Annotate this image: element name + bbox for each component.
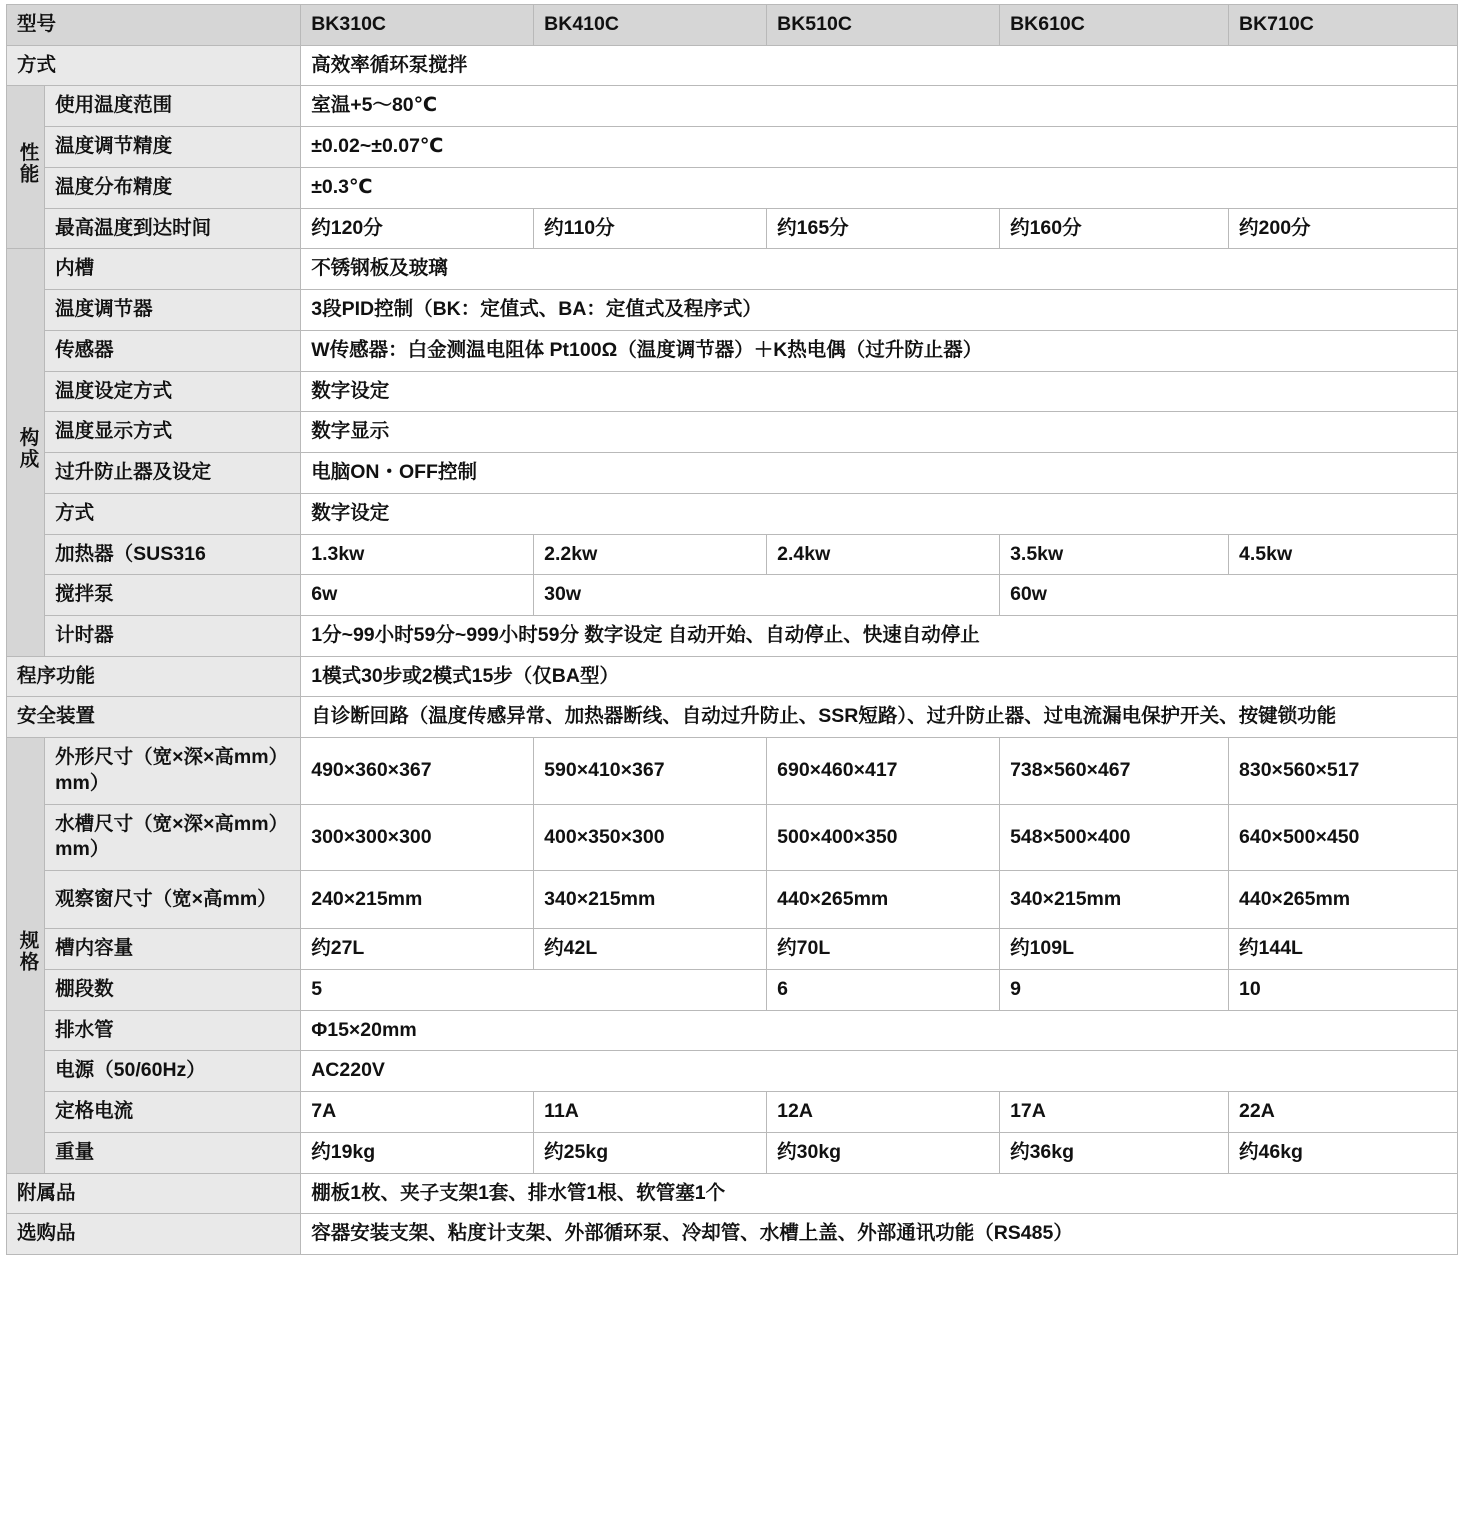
table-row-power <box>7 1051 1458 1092</box>
row-value-weight-4: 约36kg <box>1000 1132 1229 1173</box>
row-value-max-temp-time-1: 约120分 <box>301 208 534 249</box>
table-row-timer <box>7 616 1458 657</box>
table-row-capacity <box>7 929 1458 970</box>
row-label-temp-range: 使用温度范围 <box>45 86 301 127</box>
table-row-header <box>7 5 1458 46</box>
row-value-capacity-1: 约27L <box>301 929 534 970</box>
row-value-sensor: W传感器：白金测温电阻体 Pt100Ω（温度调节器）＋K热电偶（过升防止器） <box>301 330 1458 371</box>
group-label-composition <box>7 249 45 656</box>
table-row-safety <box>7 697 1458 738</box>
row-value-pump-1: 6w <box>301 575 534 616</box>
group-label-specification <box>7 738 45 1173</box>
row-label-heater: 加热器（SUS316 <box>45 534 301 575</box>
row-value-temp-range: 室温+5～80℃ <box>301 86 1458 127</box>
row-label-accessories: 附属品 <box>7 1173 301 1214</box>
row-label-drain-pipe: 排水管 <box>45 1010 301 1051</box>
row-value-heater-2: 2.2kw <box>534 534 767 575</box>
row-value-program-function: 1模式30步或2模式15步（仅BA型） <box>301 656 1458 697</box>
row-value-heater-3: 2.4kw <box>767 534 1000 575</box>
row-value-capacity-2: 约42L <box>534 929 767 970</box>
table-row-inner-tank <box>7 249 1458 290</box>
table-row-sensor <box>7 330 1458 371</box>
row-label-timer: 计时器 <box>45 616 301 657</box>
row-value-outer-size-2: 590×410×367 <box>534 738 767 804</box>
group-label-performance-text: 性能 <box>16 142 39 186</box>
row-value-options: 容器安装支架、粘度计支架、外部循环泵、冷却管、水槽上盖、外部通讯功能（RS485） <box>301 1214 1458 1255</box>
row-value-timer: 1分~99小时59分~999小时59分 数字设定 自动开始、自动停止、快速自动停止 <box>301 616 1458 657</box>
row-value-weight-3: 约30kg <box>767 1132 1000 1173</box>
group-label-performance <box>7 86 45 249</box>
row-label-pump: 搅拌泵 <box>45 575 301 616</box>
table-row-temp-range <box>7 86 1458 127</box>
row-label-power: 电源（50/60Hz） <box>45 1051 301 1092</box>
table-row-shelf-count <box>7 969 1458 1010</box>
table-row-heater <box>7 534 1458 575</box>
row-value-outer-size-1: 490×360×367 <box>301 738 534 804</box>
row-value-over-temp-protect: 电脑ON・OFF控制 <box>301 453 1458 494</box>
row-value-heater-5: 4.5kw <box>1229 534 1458 575</box>
row-label-weight: 重量 <box>45 1132 301 1173</box>
row-value-rated-current-5: 22A <box>1229 1092 1458 1133</box>
table-row-drain-pipe <box>7 1010 1458 1051</box>
row-value-temp-setting: 数字设定 <box>301 371 1458 412</box>
row-value-window-size-1: 240×215mm <box>301 871 534 929</box>
header-model-2: BK410C <box>534 5 767 46</box>
table-row-tank-size <box>7 804 1458 870</box>
row-label-max-temp-time: 最高温度到达时间 <box>45 208 301 249</box>
row-value-method: 高效率循环泵搅拌 <box>301 45 1458 86</box>
table-row-temp-accuracy <box>7 127 1458 168</box>
row-value-max-temp-time-4: 约160分 <box>1000 208 1229 249</box>
row-label-over-temp-protect-2: 方式 <box>45 493 301 534</box>
row-value-shelf-count-2: 6 <box>767 969 1000 1010</box>
row-value-heater-4: 3.5kw <box>1000 534 1229 575</box>
table-row-outer-size <box>7 738 1458 804</box>
table-row-options <box>7 1214 1458 1255</box>
row-value-window-size-4: 340×215mm <box>1000 871 1229 929</box>
row-label-over-temp-protect: 过升防止器及设定 <box>45 453 301 494</box>
row-value-temp-display: 数字显示 <box>301 412 1458 453</box>
row-value-rated-current-2: 11A <box>534 1092 767 1133</box>
table-row-over-temp-protect <box>7 453 1458 494</box>
row-value-capacity-3: 约70L <box>767 929 1000 970</box>
table-row-weight <box>7 1132 1458 1173</box>
row-value-safety: 自诊断回路（温度传感异常、加热器断线、自动过升防止、SSR短路）、过升防止器、过电流漏电保护开关、按键锁功能 <box>301 697 1458 738</box>
table-row-temp-setting <box>7 371 1458 412</box>
row-label-capacity: 槽内容量 <box>45 929 301 970</box>
table-row-window-size <box>7 871 1458 929</box>
row-label-safety: 安全装置 <box>7 697 301 738</box>
row-value-weight-1: 约19kg <box>301 1132 534 1173</box>
row-value-tank-size-4: 548×500×400 <box>1000 804 1229 870</box>
row-value-outer-size-5: 830×560×517 <box>1229 738 1458 804</box>
row-value-window-size-5: 440×265mm <box>1229 871 1458 929</box>
row-label-tank-size: 水槽尺寸（宽×深×高mm）mm） <box>45 804 301 870</box>
row-value-temp-controller: 3段PID控制（BK：定值式、BA：定值式及程序式） <box>301 290 1458 331</box>
row-label-temp-accuracy: 温度调节精度 <box>45 127 301 168</box>
table-row-temp-controller <box>7 290 1458 331</box>
row-value-tank-size-3: 500×400×350 <box>767 804 1000 870</box>
row-label-program-function: 程序功能 <box>7 656 301 697</box>
row-value-max-temp-time-2: 约110分 <box>534 208 767 249</box>
table-row-rated-current <box>7 1092 1458 1133</box>
group-label-composition-text: 构成 <box>16 427 39 471</box>
row-value-max-temp-time-3: 约165分 <box>767 208 1000 249</box>
row-value-rated-current-3: 12A <box>767 1092 1000 1133</box>
row-value-over-temp-protect-2: 数字设定 <box>301 493 1458 534</box>
row-label-temp-controller: 温度调节器 <box>45 290 301 331</box>
row-value-tank-size-5: 640×500×450 <box>1229 804 1458 870</box>
row-value-accessories: 棚板1枚、夹子支架1套、排水管1根、软管塞1个 <box>301 1173 1458 1214</box>
row-value-window-size-2: 340×215mm <box>534 871 767 929</box>
header-model-3: BK510C <box>767 5 1000 46</box>
row-label-method: 方式 <box>7 45 301 86</box>
group-label-specification-text: 规格 <box>16 930 39 974</box>
row-value-rated-current-4: 17A <box>1000 1092 1229 1133</box>
row-label-options: 选购品 <box>7 1214 301 1255</box>
row-value-pump-2: 30w <box>534 575 1000 616</box>
row-label-shelf-count: 棚段数 <box>45 969 301 1010</box>
table-row-max-temp-time <box>7 208 1458 249</box>
row-label-temp-setting: 温度设定方式 <box>45 371 301 412</box>
row-value-outer-size-4: 738×560×467 <box>1000 738 1229 804</box>
table-row-pump <box>7 575 1458 616</box>
row-label-outer-size: 外形尺寸（宽×深×高mm）mm） <box>45 738 301 804</box>
row-value-shelf-count-1: 5 <box>301 969 767 1010</box>
table-row-over-temp-protect-2 <box>7 493 1458 534</box>
row-value-outer-size-3: 690×460×417 <box>767 738 1000 804</box>
table-row-accessories <box>7 1173 1458 1214</box>
table-row-temp-distribution <box>7 167 1458 208</box>
row-label-sensor: 传感器 <box>45 330 301 371</box>
row-value-temp-distribution: ±0.3℃ <box>301 167 1458 208</box>
row-value-capacity-4: 约109L <box>1000 929 1229 970</box>
table-row-temp-display <box>7 412 1458 453</box>
row-value-weight-2: 约25kg <box>534 1132 767 1173</box>
row-value-inner-tank: 不锈钢板及玻璃 <box>301 249 1458 290</box>
header-model-1: BK310C <box>301 5 534 46</box>
header-row-label: 型号 <box>7 5 301 46</box>
row-value-tank-size-1: 300×300×300 <box>301 804 534 870</box>
row-value-tank-size-2: 400×350×300 <box>534 804 767 870</box>
row-value-window-size-3: 440×265mm <box>767 871 1000 929</box>
specification-table <box>6 4 1458 1255</box>
row-value-power: AC220V <box>301 1051 1458 1092</box>
header-model-4: BK610C <box>1000 5 1229 46</box>
row-label-inner-tank: 内槽 <box>45 249 301 290</box>
row-label-temp-distribution: 温度分布精度 <box>45 167 301 208</box>
row-label-temp-display: 温度显示方式 <box>45 412 301 453</box>
table-row-method <box>7 45 1458 86</box>
row-value-weight-5: 约46kg <box>1229 1132 1458 1173</box>
row-label-window-size: 观察窗尺寸（宽×高mm） <box>45 871 301 929</box>
row-value-drain-pipe: Φ15×20mm <box>301 1010 1458 1051</box>
row-value-capacity-5: 约144L <box>1229 929 1458 970</box>
row-value-rated-current-1: 7A <box>301 1092 534 1133</box>
row-value-shelf-count-4: 10 <box>1229 969 1458 1010</box>
row-value-temp-accuracy: ±0.02~±0.07℃ <box>301 127 1458 168</box>
row-value-max-temp-time-5: 约200分 <box>1229 208 1458 249</box>
table-row-program-function <box>7 656 1458 697</box>
row-label-rated-current: 定格电流 <box>45 1092 301 1133</box>
header-model-5: BK710C <box>1229 5 1458 46</box>
row-value-heater-1: 1.3kw <box>301 534 534 575</box>
row-value-shelf-count-3: 9 <box>1000 969 1229 1010</box>
row-value-pump-3: 60w <box>1000 575 1458 616</box>
